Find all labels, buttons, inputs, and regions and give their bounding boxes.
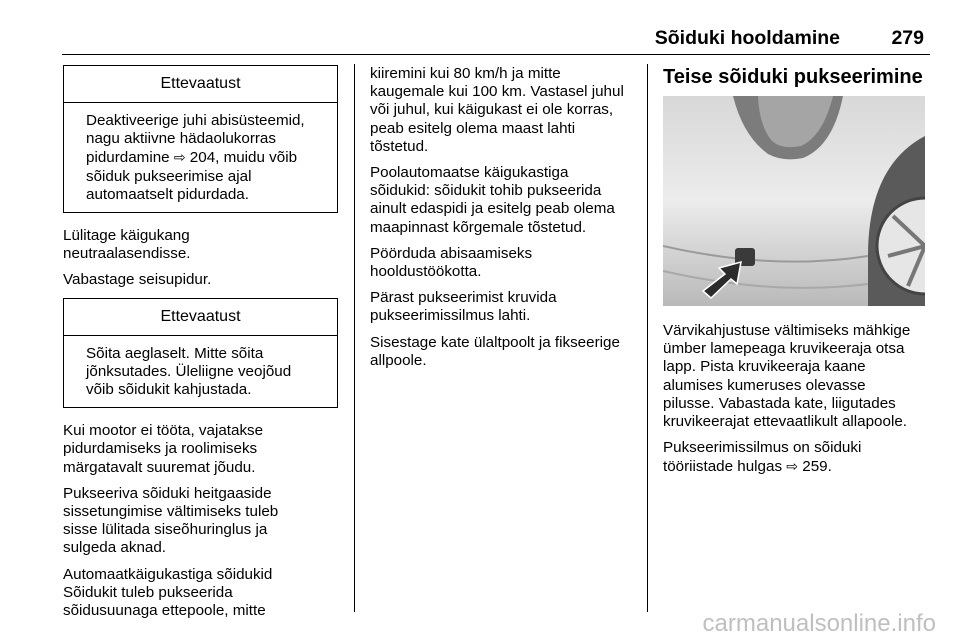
- paragraph: Vabastage seisupidur.: [63, 271, 212, 289]
- page-reference[interactable]: 259: [802, 458, 828, 476]
- caution-title: Ettevaatust: [64, 66, 337, 103]
- watermark: carmanualsonline.info: [702, 610, 936, 637]
- page-reference[interactable]: 204: [189, 149, 216, 167]
- column-divider-2: [647, 64, 648, 612]
- paragraph: Pärast pukseerimist kruvida pukseerimissilmus lahti.: [370, 289, 557, 325]
- column-1: [63, 65, 339, 628]
- column-2: [370, 65, 640, 378]
- rear-bumper-photo: [663, 96, 925, 306]
- page-header: [62, 27, 930, 57]
- paragraph: Pukseeriva sõiduki heitgaaside sissetungimise vältimiseks tuleb sisse lülitada siseõhuringlus ja sulgeda aknad.: [63, 484, 279, 557]
- paragraph: Automaatkäigukastiga sõidukid Sõidukit tuleb pukseerida sõidusuunaga ettepoole, mitte: [63, 565, 273, 620]
- column-divider-1: [354, 64, 355, 612]
- caution-text: Deaktiveerige juhi abisüsteemid, nagu aktiivne hädaolukorras pidurdamine ⇨ 204, muidu võib sõiduk pukseerimise ajal automaatselt pidurdada.: [86, 112, 305, 203]
- page-number: 279: [891, 27, 924, 49]
- paragraph: Poolautomaatse käigukastiga sõidukid: sõidukit tohib pukseerida ainult edaspidi ja esitelg peab olema maapinnast kõrgemale tõstetud.: [370, 164, 615, 236]
- caution-box-2: [63, 298, 338, 409]
- paragraph: Lülitage käigukang neutraalasendisse.: [63, 227, 191, 263]
- paragraph: Pöörduda abisaamiseks hooldustöökotta.: [370, 244, 533, 281]
- reference-arrow-icon: ⇨: [786, 458, 799, 475]
- section-title: Teise sõiduki pukseerimine: [663, 66, 923, 88]
- caution-title: Ettevaatust: [64, 299, 337, 336]
- paragraph: Pukseerimissilmus on sõiduki tööriistade hulgas ⇨ 259.: [663, 439, 862, 476]
- reference-arrow-icon: ⇨: [173, 149, 186, 166]
- paragraph: Värvikahjustuse vältimiseks mähkige ümber lamepeaga kruvikeeraja otsa lapp. Pista kruvikeeraja kaane alumises kumeruses olevasse pilusse. Vabastada kate, liigutades kruvikeerajat ettevaatlikult allapoole.: [663, 322, 911, 431]
- page-title: Sõiduki hooldamine: [654, 27, 840, 49]
- paragraph: Sisestage kate ülaltpoolt ja fikseerige allpoole.: [370, 333, 620, 369]
- header-rule: [62, 54, 930, 55]
- column-3: [663, 65, 931, 485]
- caution-box-1: [63, 65, 338, 213]
- caution-text: Sõita aeglaselt. Mitte sõita jõnksutades. Üleliigne veojõud võib sõidukit kahjustada.: [86, 344, 292, 399]
- paragraph: kiiremini kui 80 km/h ja mitte kaugemale kui 100 km. Vastasel juhul või juhul, kui käigukast ei ole korras, peab esitelg olema maast lahti tõstetud.: [370, 65, 624, 155]
- paragraph: Kui mootor ei tööta, vajatakse pidurdamiseks ja roolimiseks märgatavalt suuremat jõudu.: [63, 422, 264, 476]
